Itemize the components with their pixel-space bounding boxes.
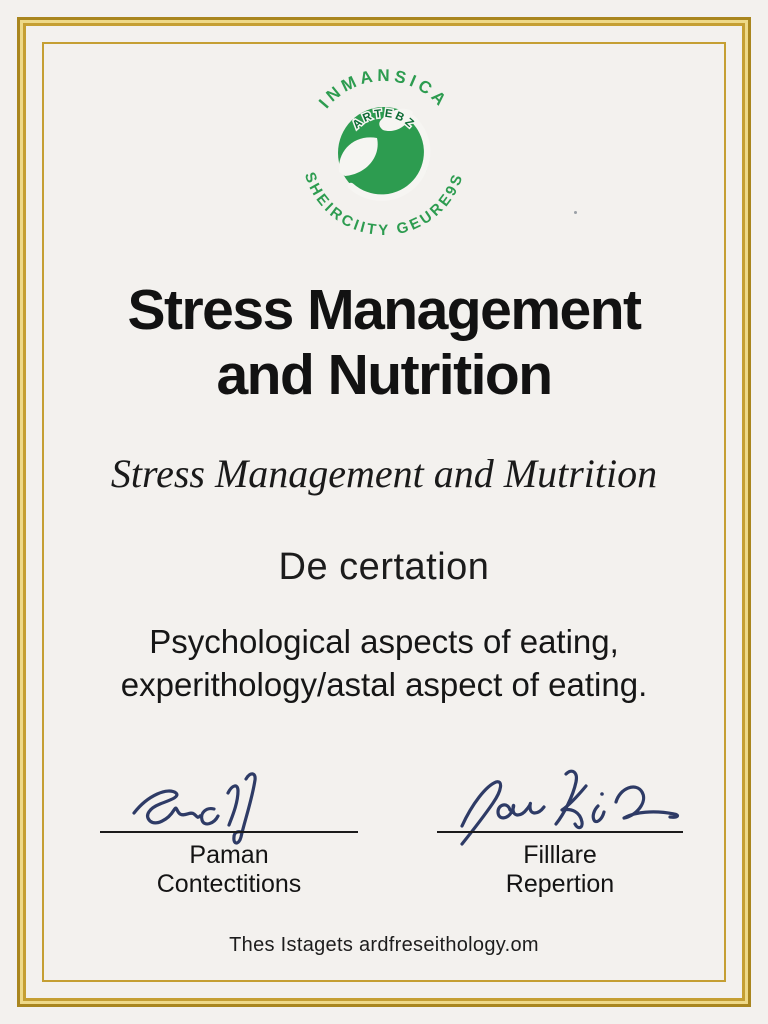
logo-arc-bottom-text: SHEIRCIITY GEURE9S <box>300 170 468 240</box>
description-line2: experithology/astal aspect of eating. <box>120 666 648 703</box>
footer-text: Thes Istagets ardfreseithology.om <box>229 934 539 956</box>
signatory-right-title: Repertion <box>505 870 615 898</box>
description <box>0 620 768 706</box>
certificate-subtitle: Stress Management and Mutrition <box>110 451 658 496</box>
signature-line-right <box>437 831 683 833</box>
certificate-title <box>0 278 768 408</box>
signatory-left <box>100 841 358 899</box>
logo-arc-top-text: INMANSICA <box>315 65 453 112</box>
signature-left <box>110 765 360 845</box>
speck <box>574 211 577 214</box>
signatory-left-name: Paman <box>189 841 269 869</box>
signatory-left-title: Contectitions <box>156 870 302 898</box>
signatory-right <box>437 841 683 899</box>
certification-label: De certation <box>278 546 490 588</box>
description-line1: Psychological aspects of eating, <box>149 623 619 660</box>
logo-arc-inner-text: ARTEBZ <box>350 107 418 132</box>
leaf-logo <box>269 50 499 255</box>
signature-line-left <box>100 831 358 833</box>
certificate-title-line2: and Nutrition <box>216 343 552 407</box>
certificate-title-line1: Stress Management <box>127 278 641 342</box>
signatory-right-name: Filllare <box>523 841 597 869</box>
